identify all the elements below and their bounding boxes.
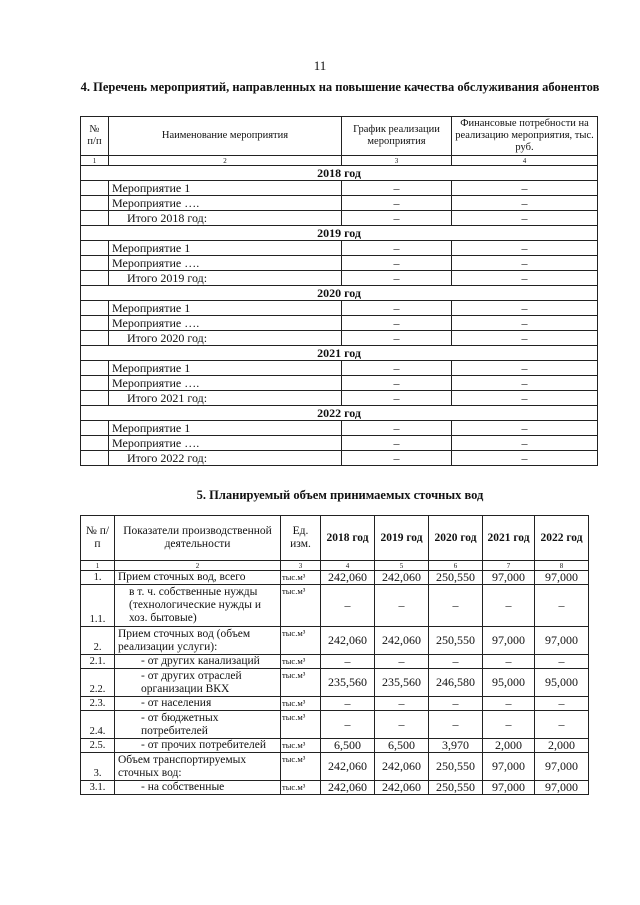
event-value: – [342, 436, 452, 451]
row-number: 2.2. [81, 669, 115, 697]
row-number [81, 376, 109, 391]
column-header: Ед. изм. [281, 516, 321, 561]
total-label: Итого 2021 год: [109, 391, 342, 406]
column-header: 2018 год [321, 516, 375, 561]
row-number [81, 421, 109, 436]
unit: тыс.м³ [281, 697, 321, 711]
table-row [81, 316, 598, 331]
column-number: 3 [342, 156, 452, 166]
cell-value: 95,000 [535, 669, 589, 697]
event-value: – [342, 361, 452, 376]
indicator-name: Прием сточных вод, всего [115, 571, 281, 585]
event-value: – [452, 301, 598, 316]
unit: тыс.м³ [281, 669, 321, 697]
table-row [81, 739, 589, 753]
cell-value: 97,000 [483, 781, 535, 795]
total-row [81, 391, 598, 406]
cell-value: 97,000 [535, 571, 589, 585]
page-number: 11 [313, 58, 327, 73]
row-number: 2.4. [81, 711, 115, 739]
table-row [81, 781, 589, 795]
cell-value: 6,500 [321, 739, 375, 753]
indicator-name: - на собственные [115, 781, 281, 795]
unit: тыс.м³ [281, 585, 321, 627]
column-number: 2 [115, 561, 281, 571]
cell-value: – [535, 585, 589, 627]
unit: тыс.м³ [281, 753, 321, 781]
row-number: 2. [81, 627, 115, 655]
year-label: 2022 год [81, 406, 598, 421]
row-number [81, 436, 109, 451]
total-value: – [452, 451, 598, 466]
table-row [81, 196, 598, 211]
total-row [81, 451, 598, 466]
table-row [81, 181, 598, 196]
cell-value: 2,000 [535, 739, 589, 753]
unit: тыс.м³ [281, 781, 321, 795]
table-row [81, 301, 598, 316]
unit: тыс.м³ [281, 627, 321, 655]
total-label: Итого 2019 год: [109, 271, 342, 286]
column-number: 4 [452, 156, 598, 166]
cell-value: 97,000 [483, 571, 535, 585]
table-header-row [81, 117, 598, 156]
indicator-name: - от прочих потребителей [115, 739, 281, 753]
cell-value: – [535, 697, 589, 711]
column-number: 5 [375, 561, 429, 571]
column-number: 3 [281, 561, 321, 571]
event-name: Мероприятие 1 [109, 301, 342, 316]
cell-value: 242,060 [375, 627, 429, 655]
total-value: – [452, 331, 598, 346]
row-number: 1.1. [81, 585, 115, 627]
unit: тыс.м³ [281, 711, 321, 739]
column-header: № п/п [81, 516, 115, 561]
column-header: Показатели производственной деятельности [115, 516, 281, 561]
cell-value: 2,000 [483, 739, 535, 753]
table-row [81, 421, 598, 436]
cell-value: 242,060 [375, 753, 429, 781]
row-number [81, 196, 109, 211]
year-row [81, 166, 598, 181]
cell-value: – [429, 711, 483, 739]
cell-value: – [321, 585, 375, 627]
column-header: График реализации мероприятия [342, 117, 452, 156]
total-row [81, 271, 598, 286]
cell-value: – [321, 697, 375, 711]
cell-value: – [321, 711, 375, 739]
total-label: Итого 2022 год: [109, 451, 342, 466]
table-row [81, 436, 598, 451]
column-header: № п/п [81, 117, 109, 156]
unit: тыс.м³ [281, 655, 321, 669]
event-value: – [342, 301, 452, 316]
event-value: – [452, 436, 598, 451]
row-number [81, 391, 109, 406]
total-label: Итого 2018 год: [109, 211, 342, 226]
year-row [81, 406, 598, 421]
cell-value: – [483, 655, 535, 669]
row-number: 1. [81, 571, 115, 585]
table-row [81, 241, 598, 256]
column-header: 2019 год [375, 516, 429, 561]
event-value: – [342, 256, 452, 271]
cell-value: 250,550 [429, 781, 483, 795]
cell-value: 97,000 [535, 753, 589, 781]
event-value: – [452, 256, 598, 271]
cell-value: – [375, 655, 429, 669]
indicator-name: в т. ч. собственные нужды (технологические нужды и хоз. бытовые) [115, 585, 281, 627]
cell-value: 250,550 [429, 753, 483, 781]
year-label: 2021 год [81, 346, 598, 361]
indicator-name: - от других отраслей организации ВКХ [115, 669, 281, 697]
column-number: 2 [109, 156, 342, 166]
column-header: 2022 год [535, 516, 589, 561]
table-row [81, 571, 589, 585]
cell-value: – [429, 585, 483, 627]
indicator-name: - от бюджетных потребителей [115, 711, 281, 739]
row-number [81, 271, 109, 286]
event-value: – [342, 376, 452, 391]
table-header-row [81, 516, 589, 561]
indicator-name: - от других канализаций [115, 655, 281, 669]
table-row [81, 697, 589, 711]
indicator-name: Прием сточных вод (объем реализации услуги): [115, 627, 281, 655]
cell-value: 250,550 [429, 571, 483, 585]
unit: тыс.м³ [281, 571, 321, 585]
column-number: 8 [535, 561, 589, 571]
cell-value: – [375, 711, 429, 739]
column-header: 2020 год [429, 516, 483, 561]
cell-value: 242,060 [375, 781, 429, 795]
event-value: – [452, 196, 598, 211]
column-number: 6 [429, 561, 483, 571]
cell-value: 235,560 [321, 669, 375, 697]
section-5-title: 5. Планируемый объем принимаемых сточных вод [196, 488, 484, 502]
event-value: – [342, 316, 452, 331]
column-number-row [81, 156, 598, 166]
cell-value: 95,000 [483, 669, 535, 697]
cell-value: 242,060 [321, 753, 375, 781]
row-number: 2.1. [81, 655, 115, 669]
event-value: – [342, 241, 452, 256]
cell-value: – [535, 655, 589, 669]
events-table [80, 116, 598, 466]
event-value: – [342, 421, 452, 436]
event-name: Мероприятие 1 [109, 421, 342, 436]
table-row [81, 361, 598, 376]
table-row [81, 753, 589, 781]
cell-value: 242,060 [321, 781, 375, 795]
cell-value: – [483, 697, 535, 711]
cell-value: 242,060 [321, 627, 375, 655]
row-number [81, 241, 109, 256]
event-name: Мероприятие …. [109, 316, 342, 331]
row-number: 2.3. [81, 697, 115, 711]
cell-value: 250,550 [429, 627, 483, 655]
table-row [81, 711, 589, 739]
cell-value: – [483, 585, 535, 627]
event-value: – [342, 181, 452, 196]
event-name: Мероприятие 1 [109, 181, 342, 196]
event-value: – [342, 196, 452, 211]
cell-value: 246,580 [429, 669, 483, 697]
total-value: – [342, 451, 452, 466]
cell-value: – [429, 697, 483, 711]
cell-value: – [375, 697, 429, 711]
event-value: – [452, 421, 598, 436]
event-name: Мероприятие …. [109, 376, 342, 391]
cell-value: – [375, 585, 429, 627]
table-row [81, 585, 589, 627]
indicator-name: Объем транспортируемых сточных вод: [115, 753, 281, 781]
event-value: – [452, 361, 598, 376]
column-number: 1 [81, 561, 115, 571]
cell-value: – [429, 655, 483, 669]
cell-value: – [535, 711, 589, 739]
total-row [81, 331, 598, 346]
cell-value: 242,060 [375, 571, 429, 585]
event-value: – [452, 316, 598, 331]
total-value: – [452, 271, 598, 286]
row-number [81, 331, 109, 346]
row-number [81, 256, 109, 271]
cell-value: – [321, 655, 375, 669]
wastewater-volume-table [80, 515, 589, 795]
cell-value: 97,000 [483, 627, 535, 655]
event-name: Мероприятие …. [109, 436, 342, 451]
row-number: 3.1. [81, 781, 115, 795]
section-4-title: 4. Перечень мероприятий, направленных на повышение качества обслуживания абонентов [80, 80, 600, 94]
row-number [81, 301, 109, 316]
column-header: Наименование мероприятия [109, 117, 342, 156]
cell-value: 242,060 [321, 571, 375, 585]
total-value: – [342, 271, 452, 286]
row-number [81, 316, 109, 331]
cell-value: 3,970 [429, 739, 483, 753]
event-name: Мероприятие …. [109, 196, 342, 211]
row-number [81, 361, 109, 376]
row-number [81, 211, 109, 226]
cell-value: 6,500 [375, 739, 429, 753]
total-label: Итого 2020 год: [109, 331, 342, 346]
unit: тыс.м³ [281, 739, 321, 753]
cell-value: 235,560 [375, 669, 429, 697]
event-value: – [452, 376, 598, 391]
total-value: – [342, 331, 452, 346]
table-row [81, 627, 589, 655]
total-row [81, 211, 598, 226]
event-value: – [452, 241, 598, 256]
column-header: 2021 год [483, 516, 535, 561]
year-label: 2019 год [81, 226, 598, 241]
event-name: Мероприятие …. [109, 256, 342, 271]
event-value: – [452, 181, 598, 196]
year-row [81, 346, 598, 361]
total-value: – [452, 391, 598, 406]
event-name: Мероприятие 1 [109, 241, 342, 256]
total-value: – [452, 211, 598, 226]
cell-value: – [483, 711, 535, 739]
column-number: 1 [81, 156, 109, 166]
year-row [81, 226, 598, 241]
column-header: Финансовые потребности на реализацию мероприятия, тыс. руб. [452, 117, 598, 156]
year-label: 2018 год [81, 166, 598, 181]
total-value: – [342, 211, 452, 226]
table-row [81, 256, 598, 271]
row-number: 2.5. [81, 739, 115, 753]
indicator-name: - от населения [115, 697, 281, 711]
row-number: 3. [81, 753, 115, 781]
cell-value: 97,000 [535, 781, 589, 795]
column-number: 4 [321, 561, 375, 571]
row-number [81, 181, 109, 196]
year-row [81, 286, 598, 301]
year-label: 2020 год [81, 286, 598, 301]
column-number-row [81, 561, 589, 571]
total-value: – [342, 391, 452, 406]
event-name: Мероприятие 1 [109, 361, 342, 376]
table-row [81, 376, 598, 391]
cell-value: 97,000 [483, 753, 535, 781]
table-row [81, 655, 589, 669]
row-number [81, 451, 109, 466]
column-number: 7 [483, 561, 535, 571]
table-row [81, 669, 589, 697]
cell-value: 97,000 [535, 627, 589, 655]
